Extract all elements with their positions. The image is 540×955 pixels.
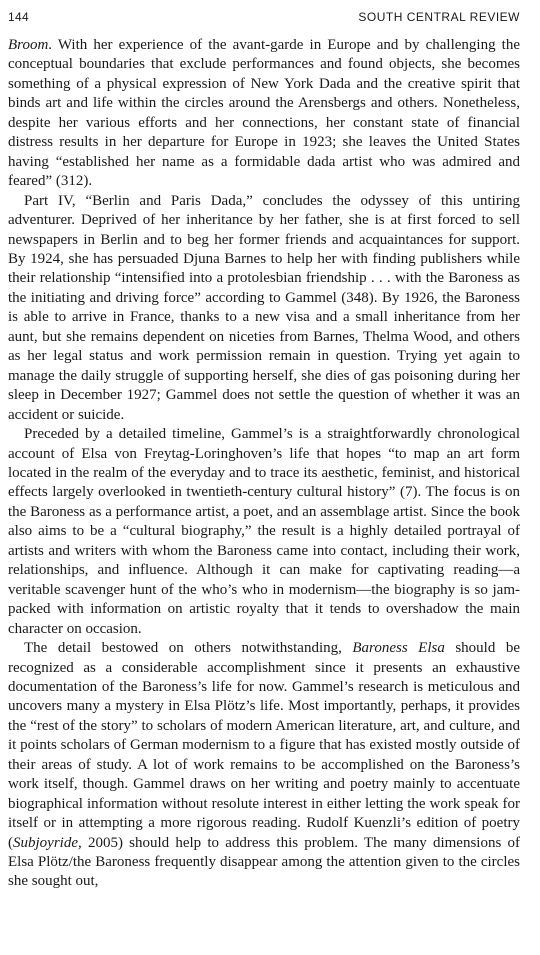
journal-title: SOUTH CENTRAL REVIEW: [358, 10, 520, 24]
paragraph: [8, 36, 520, 192]
paragraph: [8, 192, 520, 425]
book-title-italic: Baroness Elsa: [352, 640, 445, 657]
paragraph: [8, 639, 520, 892]
body-text: [8, 36, 520, 892]
text-segment: . With her experience of the avant-garde in Europe and by challenging the conceptual boundaries that exclude performances and found objects, she becomes something of a physical expression of New York Dada and the creative spirit that binds art and life within the circles around the Arensbergs and others. Nonetheless, despite her various efforts and her connections, her constant state of financial distress results in her departure for Europe in 1923; she leaves the United States having “established her name as a formidable dada artist who was admired and feared” (312).: [8, 37, 520, 190]
text-segment: The detail bestowed on others notwithstanding,: [24, 640, 353, 657]
text-segment: Part IV, “Berlin and Paris Dada,” concludes the odyssey of this untiring adventurer. Deprived of her inheritance by her father, she is at first forced to sell newspapers in Berlin and to beg her former friends and acquaintances for support. By 1924, she has persuaded Djuna Barnes to help her with finding publishers while their relationship “intensified into a protolesbian friendship . . . with the Baroness as the initiating and driving force” according to Gammel (348). By 1926, the Baroness is able to arrive in France, thanks to a new visa and a small inheritance from her aunt, but she remains dependent on niceties from Barnes, Thelma Wood, and others as her legal status and work permission remain in question. Trying yet again to manage the daily struggle of supporting herself, she dies of gas poisoning during her sleep in December 1927; Gammel does not settle the question of whether it was an accident or suicide.: [8, 192, 520, 423]
journal-title-italic: Broom: [8, 37, 49, 53]
paragraph: [8, 425, 520, 639]
running-head: [8, 10, 520, 28]
text-segment: Preceded by a detailed timeline, Gammel’s is a straightforwardly chronological account of Elsa von Freytag-Loringhoven’s life that hopes “to map an art form located in the realm of the everyday and to trace its aesthetic, feminist, and historical effects largely overlooked in twentieth-century cultural history” (7). The focus is on the Baroness as a performance artist, a poet, and an assemblage artist. Since the book also aims to be a “cultural biography,” the result is a highly detailed portrayal of artists and writers with whom the Baroness came into contact, including their work, relationships, and influence. Although it can make for captivating reading—a veritable scavenger hunt of the who’s who in modernism—the biography is so jam-packed with information on artistic royalty that it tends to overshadow the main character on occasion.: [8, 426, 520, 637]
text-segment: should be recognized as a considerable accomplishment since it presents an exhaustive documentation of the Baroness’s life for now. Gammel’s research is meticulous and uncovers many a mystery in Elsa Plötz’s life. Most importantly, perhaps, it provides the “rest of the story” to scholars of modern American literature, art, and culture, and it points scholars of German modernism to a figure that has existed mostly outside of their areas of study. A lot of work remains to be accomplished on the Baroness’s work itself, though. Gammel draws on her writing and poetry mainly to accentuate biographical information without resolute interest in either letting the work speak for itself or in attempting a more rigorous reading. Rudolf Kuenzli’s edition of poetry (: [8, 640, 520, 851]
book-title-italic: Subjoyride: [13, 834, 78, 851]
text-segment: , 2005) should help to address this problem. The many dimensions of Elsa Plötz/the Baroness frequently disappear among the attention given to the circles she sought out,: [8, 834, 520, 890]
book-page: [8, 10, 520, 892]
page-number: 144: [8, 10, 29, 24]
